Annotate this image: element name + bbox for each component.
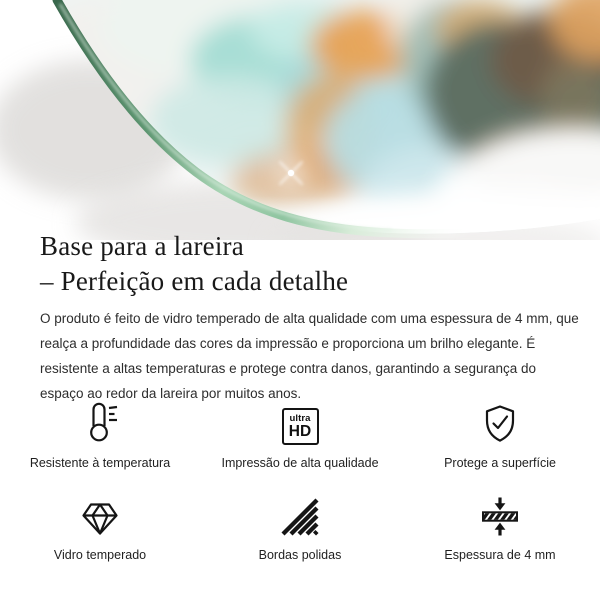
ultra-hd-icon-text-bottom: HD (288, 423, 312, 440)
page-title-line1: Base para a lareira (40, 231, 244, 261)
feature-protection (400, 399, 600, 471)
thermometer-icon (78, 399, 122, 445)
ultra-hd-icon (282, 399, 319, 445)
page-title (40, 229, 348, 299)
feature-thickness (400, 491, 600, 563)
feature-label: Impressão de alta qualidade (221, 456, 379, 470)
shield-check-icon (480, 399, 520, 445)
round-glass-panel-image (0, 0, 600, 240)
product-image (0, 0, 600, 240)
product-description: O produto é feito de vidro temperado de alta qualidade com uma espessura de 4 mm, que realça a profundidade das cores da impressão e proporciona um brilho elegante. É resistente a altas temperaturas e protege contra danos, garantindo a segurança do espaço ao redor da lareira por muitos anos. (40, 311, 579, 401)
feature-label: Protege a superfície (444, 456, 556, 470)
polished-edges-icon (280, 491, 320, 537)
feature-label: Resistente à temperatura (29, 456, 171, 470)
feature-label: Espessura de 4 mm (444, 548, 556, 562)
feature-label: Vidro temperado (53, 548, 147, 562)
page-title-line2: – Perfeição em cada detalhe (40, 266, 349, 296)
thickness-icon (480, 491, 520, 537)
ultra-hd-icon-text-top: ultra (289, 412, 311, 424)
feature-grid (0, 399, 600, 563)
feature-tempered-glass (0, 491, 200, 563)
feature-print-quality (200, 399, 400, 471)
feature-temperature (0, 399, 200, 471)
feature-label: Bordas polidas (258, 548, 342, 562)
feature-polished-edges (200, 491, 400, 563)
diamond-icon (79, 491, 121, 537)
